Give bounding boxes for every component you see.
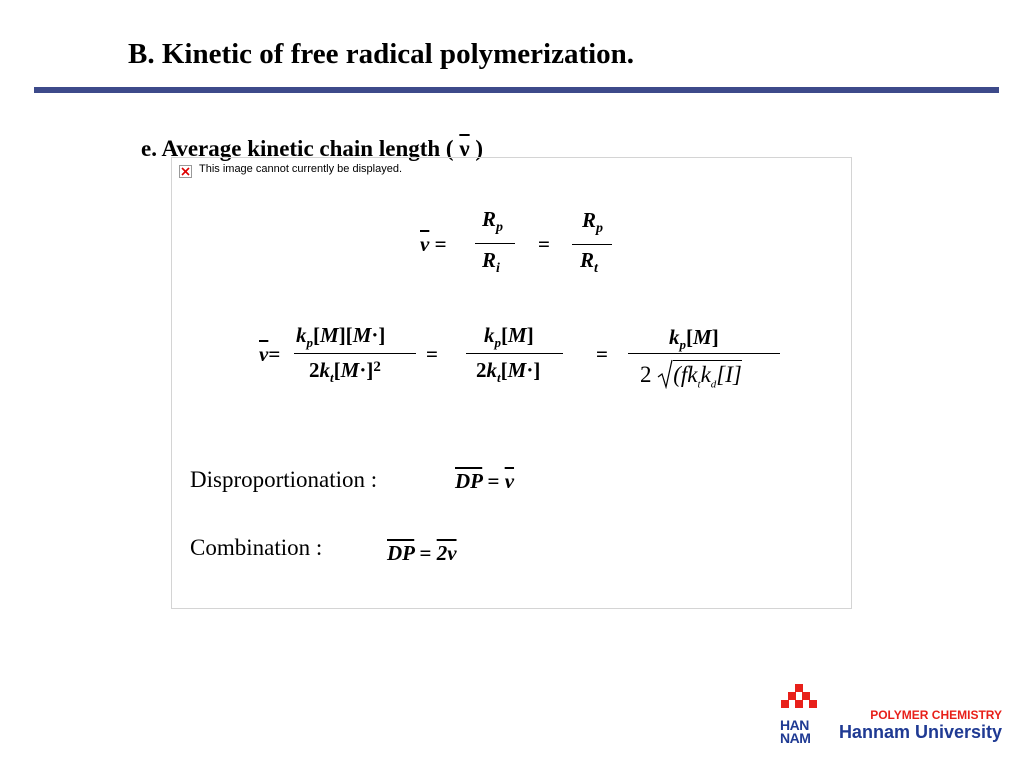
eq2-den2: $2k_t[M\cdot]$ <box>476 358 541 386</box>
eq2-den3-inner: ($fk_tk_d[I]$ <box>673 362 742 391</box>
eq1-nu: $\overline{\nu}$ <box>420 232 430 256</box>
eq2-equals-2: = <box>596 342 608 366</box>
title-divider <box>34 87 999 93</box>
eq4-formula <box>387 541 457 566</box>
eq2-frac3-bar <box>628 353 780 354</box>
logo-pattern-icon <box>780 684 820 714</box>
eq4-dp: $\overline{DP}$ <box>387 541 415 565</box>
slide-title: B. Kinetic of free radical polymerization. <box>128 38 635 70</box>
eq4-equals: = <box>419 541 432 565</box>
eq1-den1: $R_i$ <box>482 248 500 277</box>
eq2-den1: $2k_t[M\cdot]^2$ <box>309 358 381 386</box>
eq1-lhs: $\overline{\nu}$ = <box>420 232 447 256</box>
university-wordmark <box>839 708 1002 743</box>
eq3-dp: $\overline{DP}$ <box>455 469 483 493</box>
eq3-equals: = <box>487 469 500 493</box>
logo-mark-line2: NAM <box>780 730 811 746</box>
eq2-den3 <box>640 362 742 391</box>
subtitle-suffix: ) <box>475 136 484 161</box>
eq2-den3-coef: 2 <box>640 362 652 387</box>
eq2-frac2-bar <box>466 353 563 354</box>
eq2-frac1-bar <box>294 353 416 354</box>
eq1-den2: $R_t$ <box>580 248 598 277</box>
eq2-num1: $k_p[M][M\cdot]$ <box>296 323 386 351</box>
eq2-equals-1: = <box>426 342 438 366</box>
subtitle-nu-symbol: $\overline{\nu}$ <box>459 136 470 161</box>
eq1-equals: = <box>538 232 550 256</box>
combination-label: Combination : <box>190 535 323 560</box>
hannam-logo-mark <box>780 684 820 746</box>
eq1-frac1-bar <box>475 243 515 244</box>
logo-mark-line1: HAN <box>780 717 809 733</box>
broken-image-icon <box>179 165 192 178</box>
eq2-num2: $k_p[M]$ <box>484 323 534 351</box>
eq2-lhs: $\overline{\nu}=$ <box>259 342 281 366</box>
eq4-2nu: 2ν <box>436 541 457 565</box>
broken-image-message: This image cannot currently be displayed. <box>199 163 402 175</box>
radical-icon <box>657 362 673 388</box>
subtitle-prefix: e. Average kinetic chain length ( <box>141 136 454 161</box>
eq2-num3: $k_p[M]$ <box>669 325 719 353</box>
eq3-formula <box>455 469 514 494</box>
logo-university-name: Hannam University <box>838 722 1002 742</box>
disproportionation-label: Disproportionation : <box>190 467 378 492</box>
eq1-frac2-bar <box>572 244 612 245</box>
eq3-nu: $\overline{\nu}$ <box>504 469 515 493</box>
eq1-num2: $R_p$ <box>582 208 604 237</box>
logo-subtitle: POLYMER CHEMISTRY <box>870 708 1002 722</box>
eq1-num1: $R_p$ <box>482 207 504 236</box>
